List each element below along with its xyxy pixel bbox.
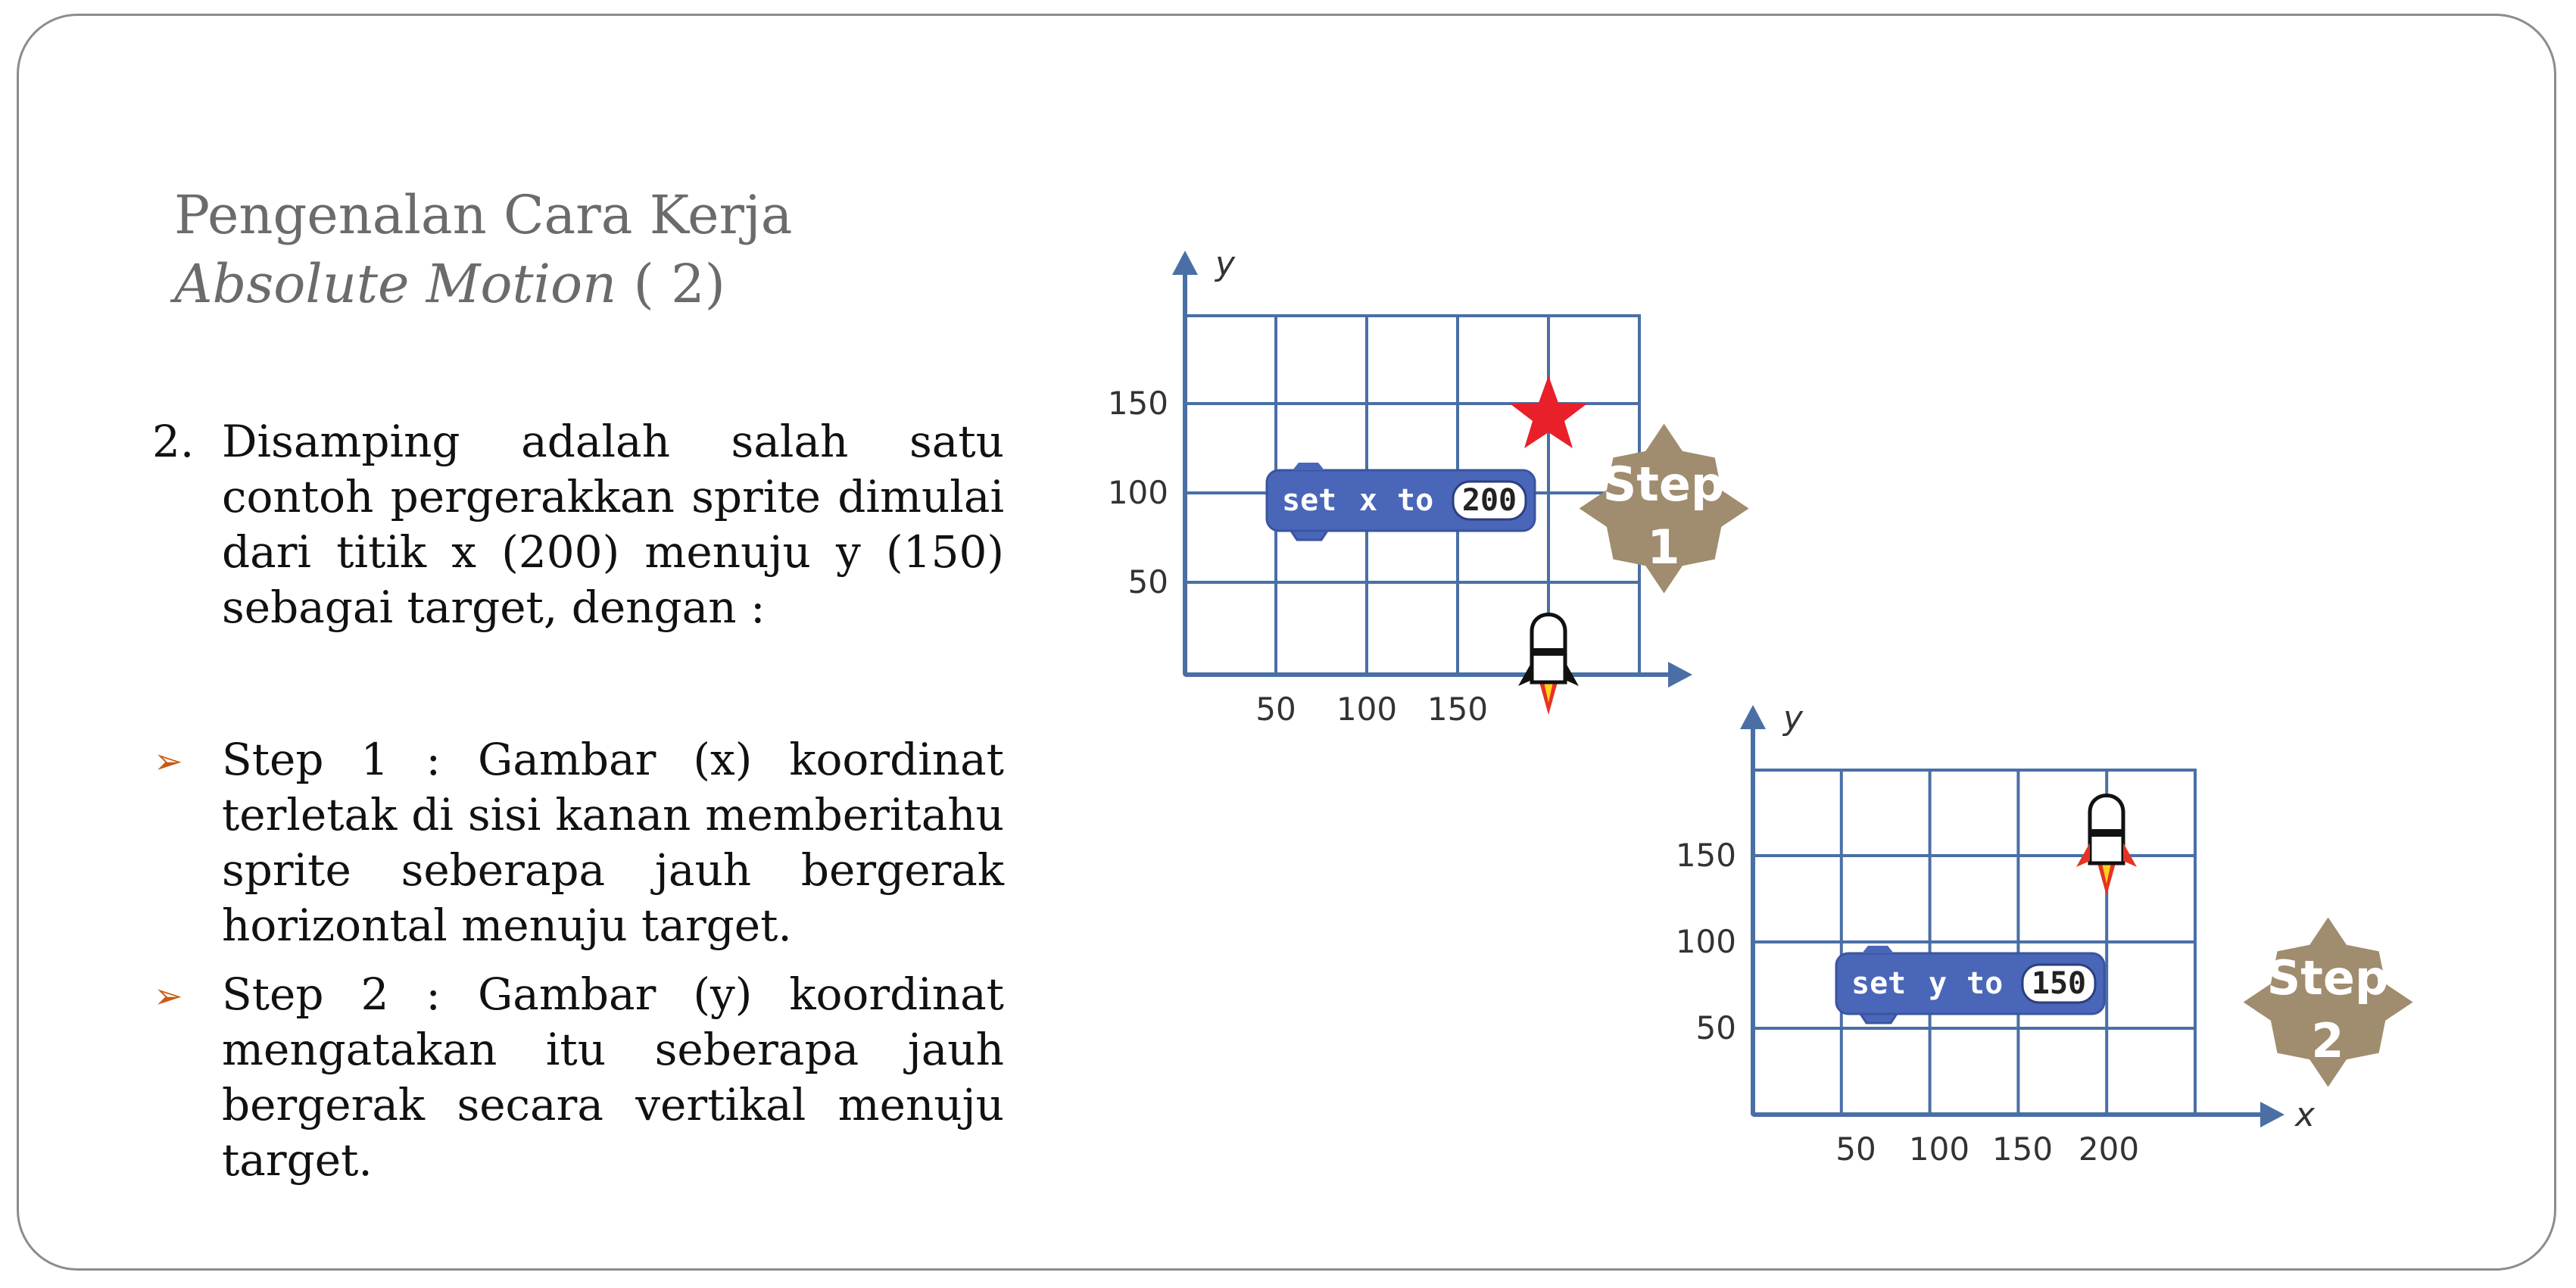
bullet-text: Step 1 : Gambar (x) koordinat terletak di sisi kanan memberitahu sprite seberapa jauh bergerak horizontal menuju target.	[222, 734, 1004, 951]
title-italic-term: Absolute Motion	[174, 253, 617, 315]
block-value: 200	[1461, 483, 1517, 518]
slide-frame	[17, 14, 2556, 1271]
x-tick-label: 50	[1255, 691, 1296, 728]
x-axis-arrow-icon	[1668, 662, 1692, 688]
numbered-item	[152, 414, 1004, 635]
x-tick-label: 100	[1336, 691, 1398, 728]
badge-line-2: 1	[1647, 519, 1680, 575]
x-tick-label: 150	[1427, 691, 1489, 728]
rocket-icon	[1518, 615, 1579, 716]
x-axis-arrow-icon	[2260, 1102, 2284, 1127]
y-tick-label: 100	[1675, 923, 1736, 960]
step-1-badge	[1580, 424, 1749, 594]
y-tick-label: 150	[1675, 837, 1736, 874]
figure-step-1	[1094, 243, 1791, 743]
block-keyword-set: set	[1282, 483, 1337, 518]
step-2-badge	[2244, 918, 2413, 1087]
block-keyword-set: set	[1851, 966, 1907, 1001]
y-tick-label: 100	[1107, 474, 1168, 511]
block-keyword-axis: y	[1929, 966, 1948, 1001]
x-tick-label: 50	[1835, 1131, 1876, 1168]
bullet-item-step-1	[152, 732, 1004, 953]
block-keyword-axis: x	[1359, 483, 1378, 518]
coordinate-grid-step-2	[1662, 697, 2434, 1190]
title-suffix: ( 2)	[616, 253, 725, 315]
badge-line-2: 2	[2311, 1013, 2344, 1068]
bullet-item-step-2	[152, 967, 1004, 1188]
x-tick-label: 150	[1991, 1131, 2054, 1168]
grid-lines	[1753, 770, 2195, 1115]
set-y-block[interactable]	[1836, 946, 2104, 1023]
y-tick-label: 50	[1695, 1009, 1736, 1046]
arrow-bullet-icon: ➢	[154, 975, 183, 1016]
figure-step-2	[1662, 697, 2434, 1190]
y-axis-arrow-icon	[1172, 251, 1198, 275]
block-keyword-to: to	[1397, 483, 1434, 518]
title-line-2	[174, 248, 792, 320]
y-axis-label: y	[1215, 245, 1236, 283]
y-tick-label: 150	[1107, 385, 1168, 422]
y-tick-label: 50	[1127, 563, 1168, 600]
slide-body	[152, 414, 1004, 1202]
rocket-icon	[2076, 796, 2137, 897]
badge-line-1: Step	[1602, 457, 1725, 512]
x-tick-label: 100	[1908, 1131, 1970, 1168]
block-value: 150	[2031, 966, 2087, 1001]
set-x-block[interactable]	[1221, 463, 1535, 540]
item-text: Disamping adalah salah satu contoh pergerakkan sprite dimulai dari titik x (200) menuju y (150) sebagai target, dengan :	[222, 416, 1004, 633]
y-axis-label: y	[1783, 699, 1804, 738]
coordinate-grid-step-1	[1094, 243, 1791, 743]
title-line-1: Pengenalan Cara Kerja	[174, 184, 793, 246]
badge-line-1: Step	[2266, 950, 2389, 1006]
y-axis-arrow-icon	[1740, 705, 1766, 729]
arrow-bullet-icon: ➢	[154, 741, 183, 781]
item-number: 2.	[152, 416, 195, 467]
block-keyword-to: to	[1966, 966, 2004, 1001]
x-tick-label: 200	[2078, 1131, 2140, 1168]
slide-title	[174, 182, 792, 320]
bullet-text: Step 2 : Gambar (y) koordinat mengatakan itu seberapa jauh bergerak secara vertikal menuju target.	[222, 968, 1004, 1186]
x-axis-label: x	[2295, 1096, 2316, 1134]
